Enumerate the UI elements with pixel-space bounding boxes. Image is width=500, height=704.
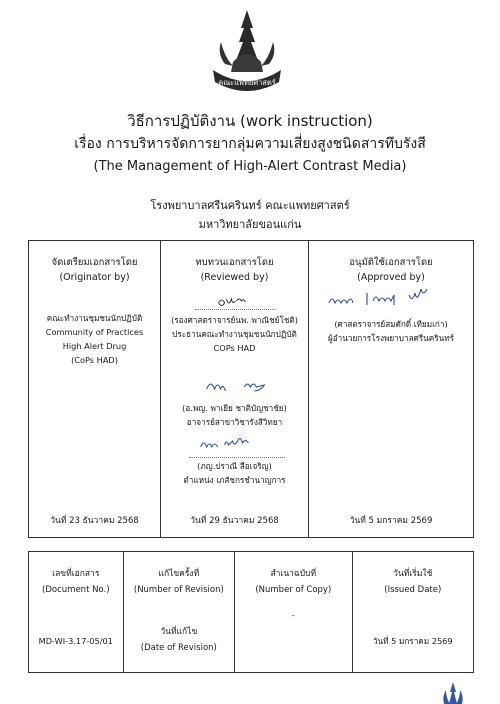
issued-label-th: วันที่เริ่มใช้ [393,569,433,579]
approver-name: (ศาสตราจารย์สมศักดิ์ เทียมเก่า) [334,319,448,329]
approver-date: วันที่ 5 มกราคม 2569 [349,516,433,526]
reviewer-1-role: ประธานคณะทำงานชุมชนนักปฏิบัติ [172,329,297,339]
title-block [0,110,500,178]
reviewer-3-role: ตำแหน่ง เภสัชกรชำนาญการ [183,475,286,485]
revision-label-en: (Number of Revision) [133,585,224,595]
originator-column [29,241,161,537]
copy-value: - [291,610,295,620]
reviewer-2-role: อาจารย์สาขาวิชารังสีวิทยา [186,417,283,427]
approver-column [309,241,473,537]
approver-block [309,317,473,345]
doc-no-value: MD-WI-3.17-05/01 [38,636,113,646]
originator-team [29,311,160,367]
approver-header-th: อนุมัติใช้เอกสารโดย [349,257,433,268]
revision-header [124,566,235,598]
reviewer-date: วันที่ 29 ธันวาคม 2568 [190,516,279,526]
logo-text: คณะแพทยศาสตร์ [218,78,276,87]
seal-fragment-icon [440,682,466,704]
originator-header-th: จัดเตรียมเอกสารโดย [51,257,138,268]
copy-header [235,566,351,598]
reviewer-header [161,255,308,285]
doc-no-label-th: เลขที่เอกสาร [52,569,100,579]
reviewer-signature-1 [161,291,308,311]
reviewer-1-name: (รองศาสตราจารย์นพ. พาณิชย์โชติ) [171,315,298,325]
originator-line: High Alert Drug [62,341,127,351]
reviewer-header-en: (Reviewed by) [200,272,269,283]
originator-line: คณะทำงานชุมชนนักปฏิบัติ [46,313,143,323]
reviewer-column [161,241,309,537]
doc-no-column [29,552,124,672]
doc-no-header [29,566,123,598]
copy-label-en: (Number of Copy) [255,585,332,595]
reviewer-3-block [161,459,308,487]
revision-column [124,552,236,672]
organization-block [0,196,500,234]
reviewer-2-block [161,401,308,429]
revision-date-label-th: วันที่แก้ไข [160,627,198,637]
reviewer-1-role-en: COPs HAD [213,343,256,353]
issued-header [353,566,473,598]
copy-column [235,552,352,672]
reviewer-signature-2 [161,377,308,397]
doc-no-label-en: (Document No.) [42,585,110,595]
approver-role: ผู้อำนวยการโรงพยาบาลศรีนครินทร์ [327,333,455,343]
faculty-seal-logo [203,6,291,94]
originator-line: Community of Practices [45,327,144,337]
signature-line [189,457,285,458]
revision-date-label-en: (Date of Revision) [140,643,217,653]
reviewer-header-th: ทบทวนเอกสารโดย [195,257,274,268]
originator-header-en: (Originator by) [59,272,130,283]
approver-header-en: (Approved by) [357,272,425,283]
signature-line [195,309,275,310]
approver-signature [309,289,473,309]
originator-date: วันที่ 23 ธันวาคม 2568 [50,516,139,526]
revision-label-th: แก้ไขครั้งที่ [158,569,200,579]
document-type-title: วิธีการปฏิบัติงาน (work instruction) [127,112,373,130]
issued-label-en: (Issued Date) [384,585,442,595]
originator-header [29,255,160,285]
signoff-table [28,240,474,538]
hospital-name: โรงพยาบาลศรีนครินทร์ คณะแพทยศาสตร์ [150,199,350,212]
copy-label-th: สำเนาฉบับที่ [270,569,317,579]
document-info-table [28,551,474,673]
document-subject-english: (The Management of High-Alert Contrast Media) [93,159,407,174]
issued-column [353,552,473,672]
university-name: มหาวิทยาลัยขอนแก่น [198,218,302,231]
approver-header [309,255,473,285]
reviewer-1-block [161,313,308,355]
reviewer-signature-3 [161,435,308,455]
issued-value: วันที่ 5 มกราคม 2569 [372,636,453,646]
reviewer-2-name: (อ.พญ. พาเยีย ชาติบัญชาชัย) [182,403,287,413]
document-subject: เรื่อง การบริหารจัดการยากลุ่มความเสี่ยงสูงชนิดสารทึบรังสี [74,136,426,152]
revision-date-header [124,624,235,656]
reviewer-3-name: (ภญ.ปราณี ลือเจริญ) [197,461,272,471]
originator-line: (CoPs HAD) [71,355,118,365]
